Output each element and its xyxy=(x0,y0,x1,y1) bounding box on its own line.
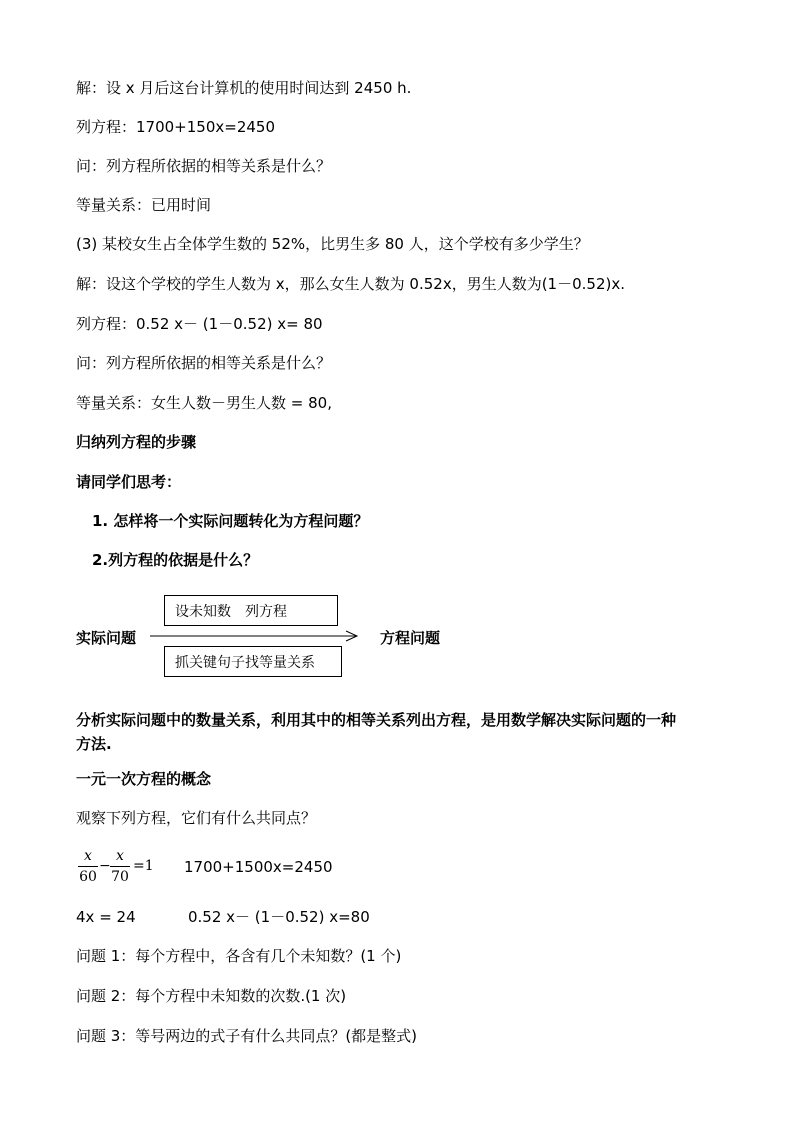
concept-question-3: 问题 3：等号两边的式子有什么共同点？(都是整式) xyxy=(76,1027,418,1045)
think-question-1: 1. 怎样将一个实际问题转化为方程问题？ xyxy=(92,512,369,530)
equation-line-2: 列方程：0.52 x－ (1－0.52) x= 80 xyxy=(76,315,323,333)
section-heading-steps: 归纳列方程的步骤 xyxy=(76,433,197,451)
diagram-bottom-box: 抓关键句子找等量关系 xyxy=(164,646,342,677)
diagram-top-box: 设未知数 列方程 xyxy=(164,595,338,626)
diagram-right-label: 方程问题 xyxy=(380,629,441,647)
solution-line-2: 解：设这个学校的学生人数为 x，那么女生人数为 0.52x，男生人数为(1－0.52)x. xyxy=(76,275,625,293)
concept-question-1: 问题 1：每个方程中，各含有几个未知数？(1 个) xyxy=(76,947,402,965)
equation-example-3: 4x = 24 xyxy=(76,908,136,926)
question-line-1: 问：列方程所依据的相等关系是什么？ xyxy=(76,157,332,175)
diagram-arrow xyxy=(150,629,362,643)
equation-example-2: 1700+1500x=2450 xyxy=(184,858,333,876)
fraction-1-numerator: x xyxy=(84,848,92,864)
concept-heading: 一元一次方程的概念 xyxy=(76,770,212,788)
concept-question-2: 问题 2：每个方程中未知数的次数.(1 次) xyxy=(76,987,347,1005)
relation-line-2: 等量关系：女生人数－男生人数 = 80, xyxy=(76,394,332,412)
minus-sign: − xyxy=(99,858,111,874)
relation-line-1: 等量关系：已用时间 xyxy=(76,196,212,214)
solution-line-1: 解：设 x 月后这台计算机的使用时间达到 2450 h. xyxy=(76,79,412,97)
summary-line-1: 分析实际问题中的数量关系，利用其中的相等关系列出方程，是用数学解决实际问题的一种 xyxy=(76,711,677,729)
fraction-x-over-60 xyxy=(78,848,98,885)
equals-one: =1 xyxy=(133,858,154,874)
diagram-left-label: 实际问题 xyxy=(76,629,137,647)
observe-prompt: 观察下列方程，它们有什么共同点？ xyxy=(76,809,317,827)
summary-line-2: 方法. xyxy=(76,735,112,753)
fraction-x-over-70 xyxy=(110,848,130,885)
fraction-2-denominator: 70 xyxy=(111,869,129,885)
fraction-2-numerator: x xyxy=(116,848,124,864)
think-question-2: 2.列方程的依据是什么？ xyxy=(92,551,259,569)
fraction-1-denominator: 60 xyxy=(79,869,97,885)
question-line-2: 问：列方程所依据的相等关系是什么？ xyxy=(76,354,332,372)
problem-3: (3) 某校女生占全体学生数的 52%，比男生多 80 人，这个学校有多少学生？ xyxy=(76,235,589,253)
think-prompt: 请同学们思考： xyxy=(76,473,182,491)
equation-example-4: 0.52 x－ (1－0.52) x=80 xyxy=(188,908,370,926)
equation-line-1: 列方程：1700+150x=2450 xyxy=(76,118,275,136)
